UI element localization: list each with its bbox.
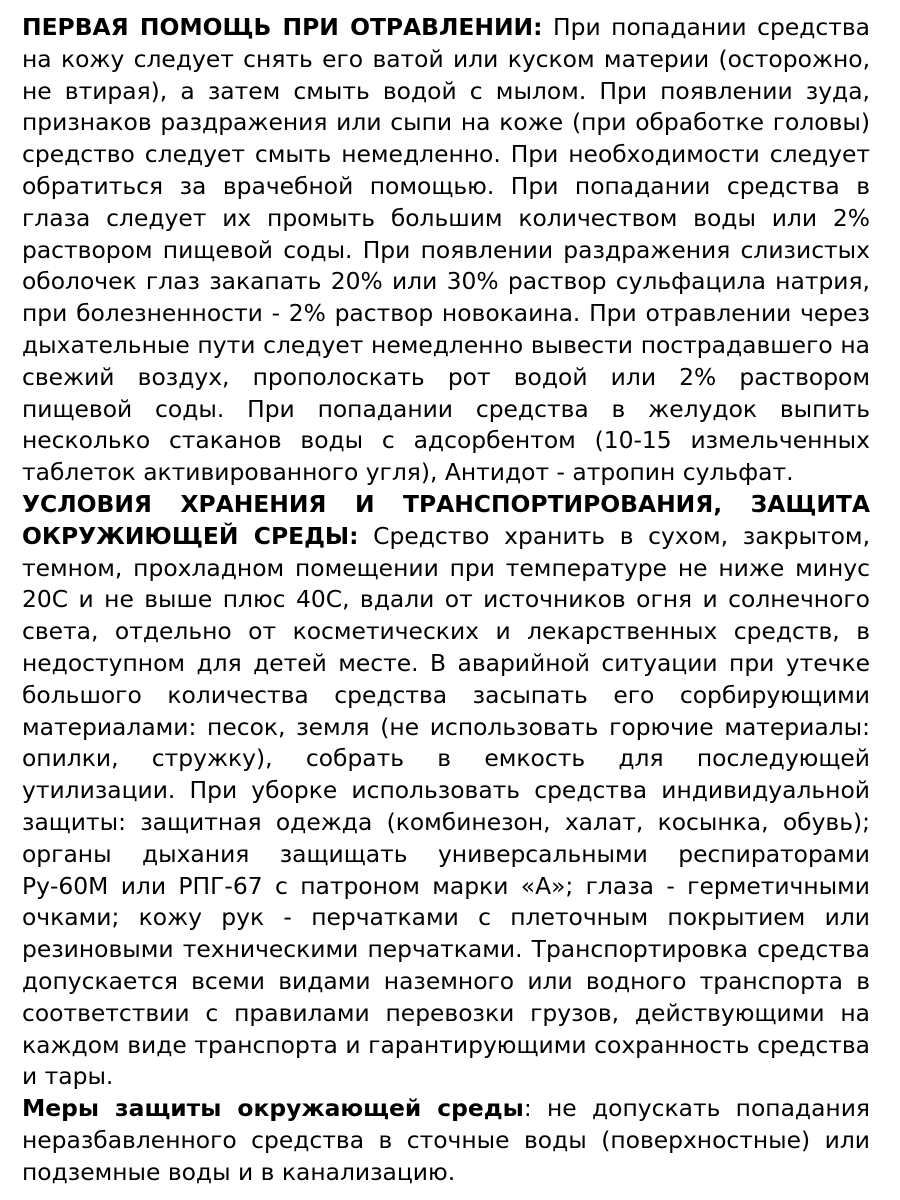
first-aid-text: При попадании средства на кожу следует снять его ватой или куском материи (осторожно, не втирая), а затем смыть водой с мылом. При появлении зуда, признаков раздражения или сыпи на коже (при обработке головы) средство следует смыть немедленно. При необходимости следует обратиться за врачебной помощью. При попадании средства в глаза следует их промыть большим количеством воды или 2% раствором пищевой соды. При появлении раздражения слизистых оболочек глаз закапать 20% или 30% раствор сульфацила натрия, при болезненности - 2% раствор новокаина. При отравлении через дыхательные пути следует немедленно вывести пострадавшего на свежий воздух, прополоскать рот водой или 2% раствором пищевой соды. При попадании средства в желудок выпить несколько стаканов воды с адсорбентом (10-15 измельченных таблеток активированного угля), Антидот - атропин сульфат. xyxy=(22,13,870,487)
storage-transport-heading: УСЛОВИЯ ХРАНЕНИЯ И ТРАНСПОРТИРОВАНИЯ, ЗАЩИТА ОКРУЖИЮЩЕЙ СРЕДЫ: xyxy=(22,489,870,550)
environment-protection-text: : не допускать попадания неразбавленного средства в сточные воды (поверхностные) или подземные воды и в канализацию. xyxy=(22,1094,870,1186)
environment-protection-section xyxy=(22,1093,870,1188)
storage-transport-section xyxy=(22,489,870,1093)
storage-transport-text: Средство хранить в сухом, закрытом, темном, прохладном помещении при температуре не ниже минус 20С и не выше плюс 40С, вдали от источников огня и солнечного света, отдельно от косметических и лекарственных средств, в недоступном для детей месте. В аварийной ситуации при утечке большого количества средства засыпать его сорбирующими материалами: песок, земля (не использовать горючие материалы: опилки, стружку), собрать в емкость для последующей утилизации. При уборке использовать средства индивидуальной защиты: защитная одежда (комбинезон, халат, косынка, обувь); органы дыхания защищать универсальными респираторами Ру-60М или РПГ-67 с патроном марки «А»; глаза - герметичными очками; кожу рук - перчатками с плеточным покрытием или резиновыми техническими перчатками. Транспортировка средства допускается всеми видами наземного или водного транспорта в соответствии с правилами перевозки грузов, действующими на каждом виде транспорта и гарантирующими сохранность средства и тары. xyxy=(22,521,871,1091)
environment-protection-heading: Меры защиты окружающей среды xyxy=(22,1094,524,1123)
first-aid-heading: ПЕРВАЯ ПОМОЩЬ ПРИ ОТРАВЛЕНИИ: xyxy=(22,13,543,41)
first-aid-section xyxy=(22,12,870,489)
